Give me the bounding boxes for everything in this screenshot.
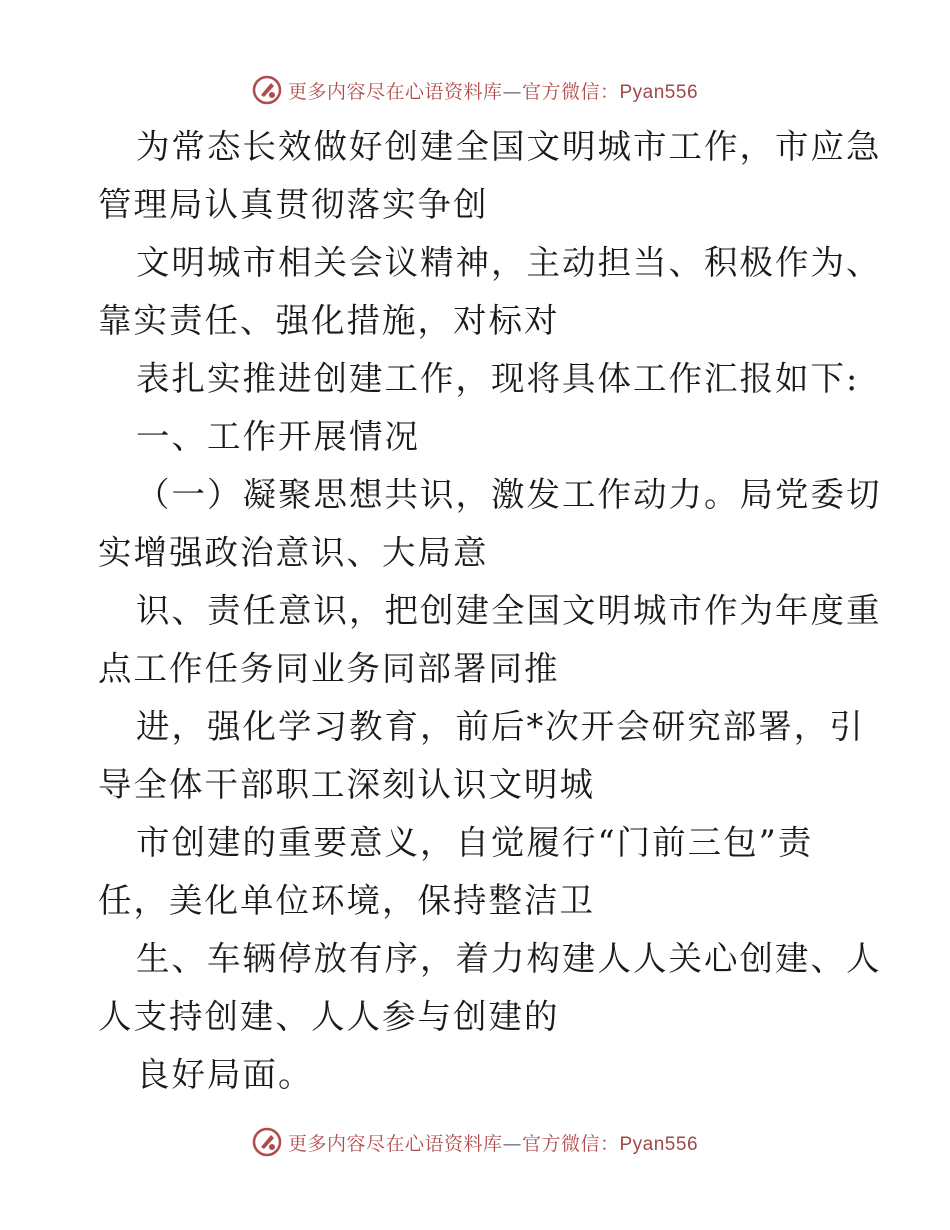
footer-watermark-main: 更多内容尽在心语资料库	[287, 1132, 503, 1155]
section-heading: 一、工作开展情况	[136, 417, 420, 456]
body-line: 点工作任务同业务同部署同推	[98, 649, 560, 688]
footer-watermark	[0, 1122, 950, 1162]
header-watermark-contact: 官方微信：	[521, 80, 620, 103]
body-line: 良好局面。	[136, 1055, 314, 1094]
body-line: 为常态长效做好创建全国文明城市工作，市应急	[136, 127, 882, 166]
body-line: 导全体干部职工深刻认识文明城	[98, 765, 595, 804]
footer-watermark-sep: —	[502, 1132, 522, 1155]
body-line: 靠实责任、强化措施，对标对	[98, 301, 560, 340]
footer-watermark-text	[288, 1129, 698, 1156]
subsection-heading: （一）凝聚思想共识，激发工作动力。局党委切	[136, 475, 882, 514]
footer-watermark-id: Pyan556	[619, 1133, 699, 1155]
body-line: 管理局认真贯彻落实争创	[98, 185, 489, 224]
body-line: 市创建的重要意义，自觉履行“门前三包”责	[136, 823, 814, 862]
body-line: 任，美化单位环境，保持整洁卫	[98, 881, 595, 920]
body-line: 实增强政治意识、大局意	[98, 533, 489, 572]
body-line: 人支持创建、人人参与创建的	[98, 997, 560, 1036]
body-line: 文明城市相关会议精神，主动担当、积极作为、	[136, 243, 882, 282]
body-line: 生、车辆停放有序，着力构建人人关心创建、人	[136, 939, 882, 978]
seal-logo-icon	[252, 75, 282, 105]
body-line: 识、责任意识，把创建全国文明城市作为年度重	[136, 591, 882, 630]
seal-logo-icon	[252, 1127, 282, 1157]
document-body	[98, 118, 882, 1104]
header-watermark-id: Pyan556	[619, 81, 699, 103]
header-watermark-text	[288, 77, 698, 104]
header-watermark	[0, 70, 950, 110]
body-line: 进，强化学习教育，前后*次开会研究部署，引	[136, 707, 865, 746]
body-line: 表扎实推进创建工作，现将具体工作汇报如下:	[136, 359, 860, 398]
footer-watermark-contact: 官方微信：	[521, 1132, 620, 1155]
header-watermark-sep: —	[502, 80, 522, 103]
header-watermark-main: 更多内容尽在心语资料库	[287, 80, 503, 103]
